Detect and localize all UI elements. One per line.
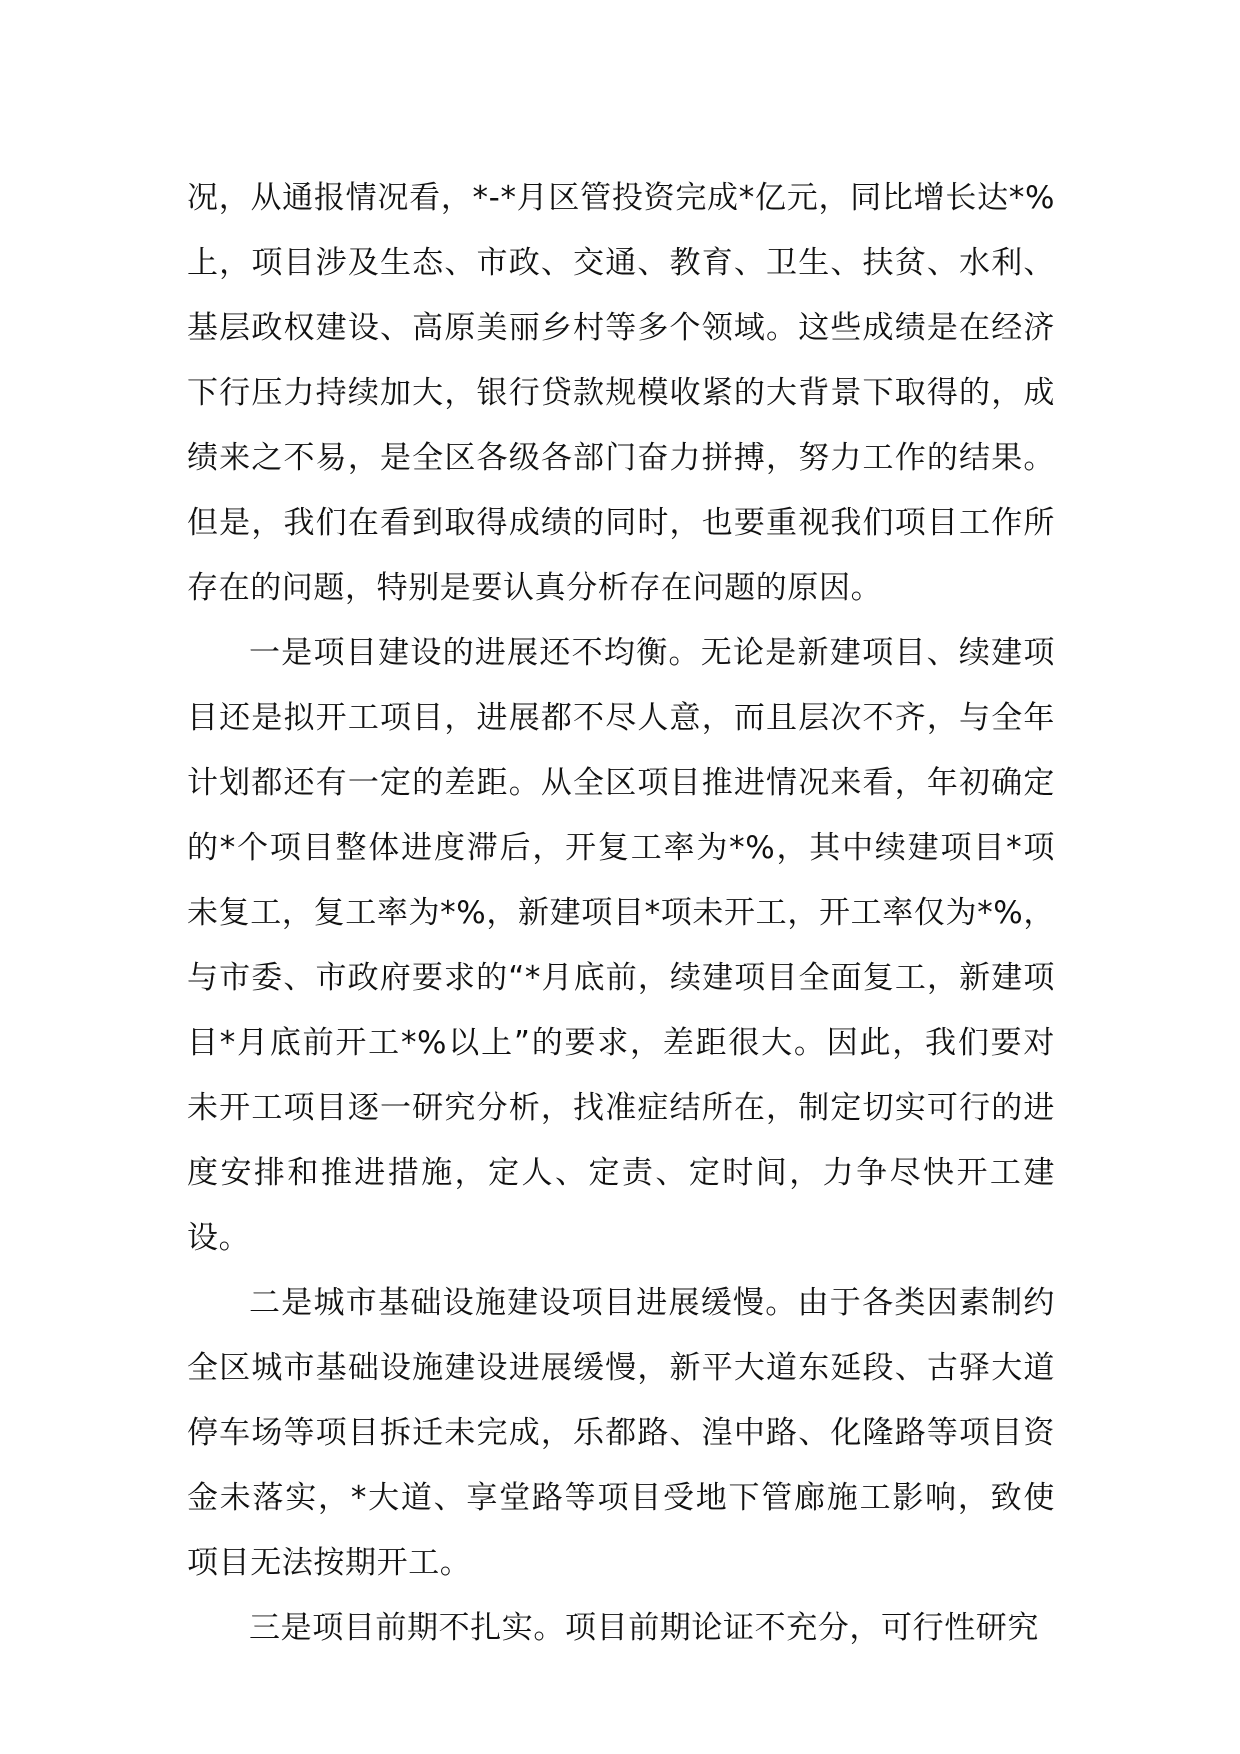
body-text [187, 166, 1055, 1661]
paragraph-point-three: 三是项目前期不扎实。项目前期论证不充分，可行性研究 [249, 1610, 1039, 1646]
paragraph-intro-continued: 况，从通报情况看，*-*月区管投资完成*亿元，同比增长达*%上，项目涉及生态、市政、交通、教育、卫生、扶贫、水利、基层政权建设、高原美丽乡村等多个领域。这些成绩是在经济下行压力持续加大，银行贷款规模收紧的大背景下取得的，成绩来之不易，是全区各级各部门奋力拼搏，努力工作的结果。但是，我们在看到取得成绩的同时，也要重视我们项目工作所存在的问题，特别是要认真分析存在问题的原因。 [187, 180, 1055, 606]
paragraph-point-two: 二是城市基础设施建设项目进展缓慢。由于各类因素制约全区城市基础设施建设进展缓慢，新平大道东延段、古驿大道停车场等项目拆迁未完成，乐都路、湟中路、化隆路等项目资金未落实，*大道、享堂路等项目受地下管廊施工影响，致使项目无法按期开工。 [187, 1285, 1055, 1581]
paragraph-point-one: 一是项目建设的进展还不均衡。无论是新建项目、续建项目还是拟开工项目，进展都不尽人意，而且层次不齐，与全年计划都还有一定的差距。从全区项目推进情况来看，年初确定的*个项目整体进度滞后，开复工率为*%，其中续建项目*项未复工，复工率为*%，新建项目*项未开工，开工率仅为*%，与市委、市政府要求的“*月底前，续建项目全面复工，新建项目*月底前开工*%以上”的要求，差距很大。因此，我们要对未开工项目逐一研究分析，找准症结所在，制定切实可行的进度安排和推进措施，定人、定责、定时间，力争尽快开工建设。 [187, 635, 1055, 1256]
